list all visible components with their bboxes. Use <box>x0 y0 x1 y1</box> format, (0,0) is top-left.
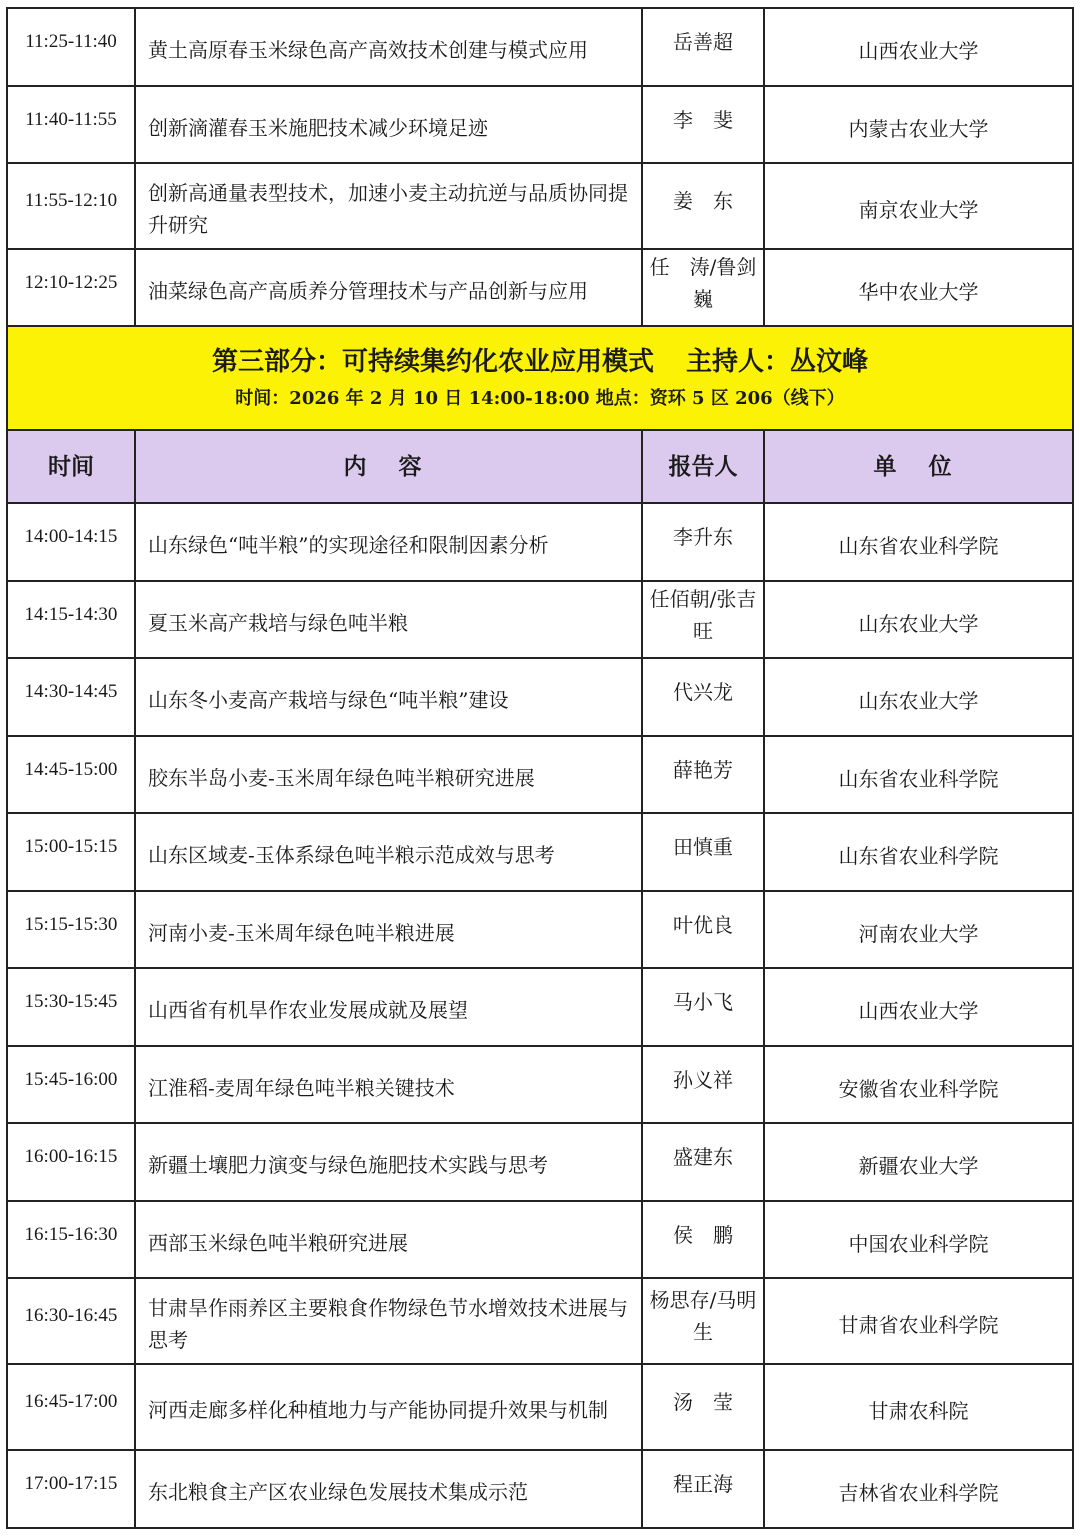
row-speaker-cell <box>642 1046 764 1123</box>
row-org: 山东农业大学 <box>858 611 979 636</box>
table-row <box>7 1450 1073 1528</box>
row-speaker: 李 斐 <box>673 107 733 132</box>
section-subtitle: 时间：2026 年 2 月 10 日 14:00-18:00 地点：资环 5 区 206（线下） <box>235 388 845 409</box>
header-content: 内 容 <box>135 430 642 503</box>
row-time: 11:40-11:55 <box>25 108 117 130</box>
row-time: 15:30-15:45 <box>24 991 118 1012</box>
row-content-cell <box>135 1450 642 1528</box>
row-time: 16:00-16:15 <box>24 1146 118 1167</box>
row-speaker: 姜 东 <box>673 189 733 213</box>
row-time-cell <box>7 1278 135 1364</box>
row-speaker: 岳善超 <box>673 30 733 54</box>
row-time: 11:25-11:40 <box>25 31 117 52</box>
row-time: 11:55-12:10 <box>24 190 118 211</box>
row-org-cell <box>764 968 1073 1046</box>
row-org: 吉林省农业科学院 <box>838 1481 999 1505</box>
row-time: 12:10-12:25 <box>24 271 118 293</box>
main-rows <box>7 503 1073 1528</box>
row-org: 山西农业大学 <box>858 39 979 63</box>
row-content: 山东绿色“吨半粮”的实现途径和限制因素分析 <box>148 533 549 557</box>
row-time-cell <box>7 1364 135 1450</box>
row-time: 15:15-15:30 <box>24 913 118 935</box>
row-speaker: 盛建东 <box>673 1145 733 1169</box>
row-org: 山东省农业科学院 <box>838 534 999 558</box>
row-time: 14:45-15:00 <box>24 758 118 780</box>
section-title-line <box>8 340 1072 384</box>
section-cell <box>7 326 1073 430</box>
row-org-cell <box>764 1450 1073 1528</box>
row-time-cell <box>7 891 135 968</box>
row-org: 甘肃农科院 <box>868 1399 969 1423</box>
top-rows <box>7 8 1073 326</box>
row-time-cell <box>7 658 135 736</box>
row-speaker: 任佰朝/张吉旺 <box>649 586 757 643</box>
row-content-cell <box>135 1123 642 1201</box>
row-org-cell <box>764 503 1073 581</box>
row-org: 中国农业科学院 <box>848 1231 989 1256</box>
row-speaker-cell <box>642 1123 764 1201</box>
row-content: 胶东半岛小麦-玉米周年绿色吨半粮研究进展 <box>148 765 535 790</box>
row-speaker: 侯 鹏 <box>673 1222 733 1247</box>
row-org-cell <box>764 1046 1073 1123</box>
row-speaker: 马小飞 <box>673 990 733 1014</box>
row-time: 14:30-14:45 <box>24 681 118 702</box>
row-time-cell <box>7 813 135 891</box>
row-speaker-cell <box>642 736 764 813</box>
table-row <box>7 968 1073 1046</box>
row-speaker-cell <box>642 8 764 86</box>
row-speaker-cell <box>642 503 764 581</box>
row-speaker-cell <box>642 1450 764 1528</box>
row-speaker-cell <box>642 581 764 658</box>
row-time-cell <box>7 249 135 326</box>
row-time-cell <box>7 968 135 1046</box>
row-speaker: 田慎重 <box>673 835 733 859</box>
section-banner <box>7 326 1073 430</box>
row-org: 山东农业大学 <box>858 689 979 713</box>
row-time-cell <box>7 86 135 163</box>
row-content: 山西省有机旱作农业发展成就及展望 <box>148 998 468 1022</box>
row-org: 南京农业大学 <box>858 198 979 222</box>
row-content: 油菜绿色高产高质养分管理技术与产品创新与应用 <box>148 278 588 303</box>
table-row <box>7 891 1073 968</box>
row-time-cell <box>7 1046 135 1123</box>
row-content: 创新滴灌春玉米施肥技术减少环境足迹 <box>148 115 488 140</box>
row-content: 黄土高原春玉米绿色高产高效技术创建与模式应用 <box>148 38 588 62</box>
row-speaker: 汤 莹 <box>673 1390 733 1414</box>
row-content-cell <box>135 581 642 658</box>
row-content: 东北粮食主产区农业绿色发展技术集成示范 <box>148 1480 528 1504</box>
section-block <box>7 326 1073 503</box>
row-time: 16:30-16:45 <box>24 1305 118 1326</box>
row-org-cell <box>764 1123 1073 1201</box>
table-row <box>7 1046 1073 1123</box>
row-content-cell <box>135 8 642 86</box>
row-time: 15:00-15:15 <box>24 836 118 857</box>
row-speaker: 薛艳芳 <box>673 757 733 782</box>
row-org-cell <box>764 736 1073 813</box>
row-speaker-cell <box>642 163 764 249</box>
row-time-cell <box>7 503 135 581</box>
row-org: 新疆农业大学 <box>858 1154 979 1178</box>
row-content-cell <box>135 1278 642 1364</box>
section-host: 主持人：丛汶峰 <box>686 347 869 377</box>
row-content: 创新高通量表型技术，加速小麦主动抗逆与品质协同提升研究 <box>148 181 628 237</box>
row-org-cell <box>764 163 1073 249</box>
row-content-cell <box>135 1201 642 1278</box>
row-org-cell <box>764 8 1073 86</box>
row-content-cell <box>135 813 642 891</box>
row-speaker: 程正海 <box>673 1472 733 1496</box>
row-content-cell <box>135 1046 642 1123</box>
row-content-cell <box>135 163 642 249</box>
table-row <box>7 736 1073 813</box>
row-time: 15:45-16:00 <box>24 1068 118 1090</box>
table-row <box>7 8 1073 86</box>
row-org: 甘肃省农业科学院 <box>838 1313 999 1337</box>
row-content: 夏玉米高产栽培与绿色吨半粮 <box>148 610 408 635</box>
row-org: 山东省农业科学院 <box>838 766 999 791</box>
row-content-cell <box>135 736 642 813</box>
row-speaker: 孙义祥 <box>673 1067 733 1092</box>
row-content: 山东冬小麦高产栽培与绿色“吨半粮”建设 <box>148 688 509 712</box>
table-row <box>7 1364 1073 1450</box>
row-org-cell <box>764 891 1073 968</box>
row-speaker: 李升东 <box>673 525 733 549</box>
row-content-cell <box>135 249 642 326</box>
row-content: 河西走廊多样化种植地力与产能协同提升效果与机制 <box>148 1398 608 1422</box>
row-org: 河南农业大学 <box>858 921 979 946</box>
row-speaker-cell <box>642 249 764 326</box>
row-speaker-cell <box>642 813 764 891</box>
row-time-cell <box>7 581 135 658</box>
row-time-cell <box>7 1450 135 1528</box>
section-title: 第三部分：可持续集约化农业应用模式 <box>211 347 654 377</box>
row-org-cell <box>764 658 1073 736</box>
row-org: 华中农业大学 <box>858 279 979 304</box>
row-time-cell <box>7 163 135 249</box>
row-org-cell <box>764 249 1073 326</box>
table-row <box>7 658 1073 736</box>
header-org: 单 位 <box>764 430 1073 503</box>
row-org-cell <box>764 1278 1073 1364</box>
row-speaker-cell <box>642 86 764 163</box>
row-content-cell <box>135 658 642 736</box>
row-speaker-cell <box>642 1201 764 1278</box>
row-content: 河南小麦-玉米周年绿色吨半粮进展 <box>148 920 455 945</box>
row-time: 14:00-14:15 <box>24 526 118 547</box>
table-row <box>7 1201 1073 1278</box>
table-row <box>7 813 1073 891</box>
row-time-cell <box>7 8 135 86</box>
row-content: 甘肃旱作雨养区主要粮食作物绿色节水增效技术进展与思考 <box>148 1296 628 1352</box>
row-speaker-cell <box>642 968 764 1046</box>
row-time: 17:00-17:15 <box>24 1473 118 1494</box>
row-org: 内蒙古农业大学 <box>848 116 989 141</box>
row-content-cell <box>135 968 642 1046</box>
row-org-cell <box>764 813 1073 891</box>
table-row <box>7 503 1073 581</box>
row-speaker-cell <box>642 1278 764 1364</box>
row-content: 江淮稻-麦周年绿色吨半粮关键技术 <box>148 1075 455 1100</box>
table-row <box>7 581 1073 658</box>
row-speaker-cell <box>642 1364 764 1450</box>
row-content-cell <box>135 1364 642 1450</box>
row-content-cell <box>135 503 642 581</box>
row-speaker: 杨思存/马明生 <box>649 1288 757 1344</box>
schedule-page <box>6 7 1072 1529</box>
row-time: 16:15-16:30 <box>24 1223 118 1245</box>
row-speaker-cell <box>642 658 764 736</box>
schedule-table <box>6 7 1074 1529</box>
row-org-cell <box>764 1201 1073 1278</box>
row-speaker-cell <box>642 891 764 968</box>
header-speaker: 报告人 <box>642 430 764 503</box>
row-time-cell <box>7 736 135 813</box>
row-speaker: 叶优良 <box>673 912 733 937</box>
row-content: 西部玉米绿色吨半粮研究进展 <box>148 1230 408 1255</box>
row-speaker: 代兴龙 <box>673 680 733 704</box>
row-content: 山东区域麦-玉体系绿色吨半粮示范成效与思考 <box>148 843 555 867</box>
table-row <box>7 1278 1073 1364</box>
table-header <box>7 430 1073 503</box>
table-row <box>7 249 1073 326</box>
row-time: 14:15-14:30 <box>24 603 118 625</box>
row-time-cell <box>7 1201 135 1278</box>
row-content: 新疆土壤肥力演变与绿色施肥技术实践与思考 <box>148 1153 548 1177</box>
row-org-cell <box>764 581 1073 658</box>
row-org: 山西农业大学 <box>858 999 979 1023</box>
row-content-cell <box>135 86 642 163</box>
row-time-cell <box>7 1123 135 1201</box>
row-content-cell <box>135 891 642 968</box>
row-speaker: 任 涛/鲁剑巍 <box>649 254 757 311</box>
row-time: 16:45-17:00 <box>24 1391 118 1412</box>
row-org-cell <box>764 86 1073 163</box>
row-org: 安徽省农业科学院 <box>838 1076 999 1101</box>
row-org-cell <box>764 1364 1073 1450</box>
table-row <box>7 86 1073 163</box>
row-org: 山东省农业科学院 <box>838 844 999 868</box>
table-row <box>7 1123 1073 1201</box>
header-time: 时间 <box>7 430 135 503</box>
table-row <box>7 163 1073 249</box>
